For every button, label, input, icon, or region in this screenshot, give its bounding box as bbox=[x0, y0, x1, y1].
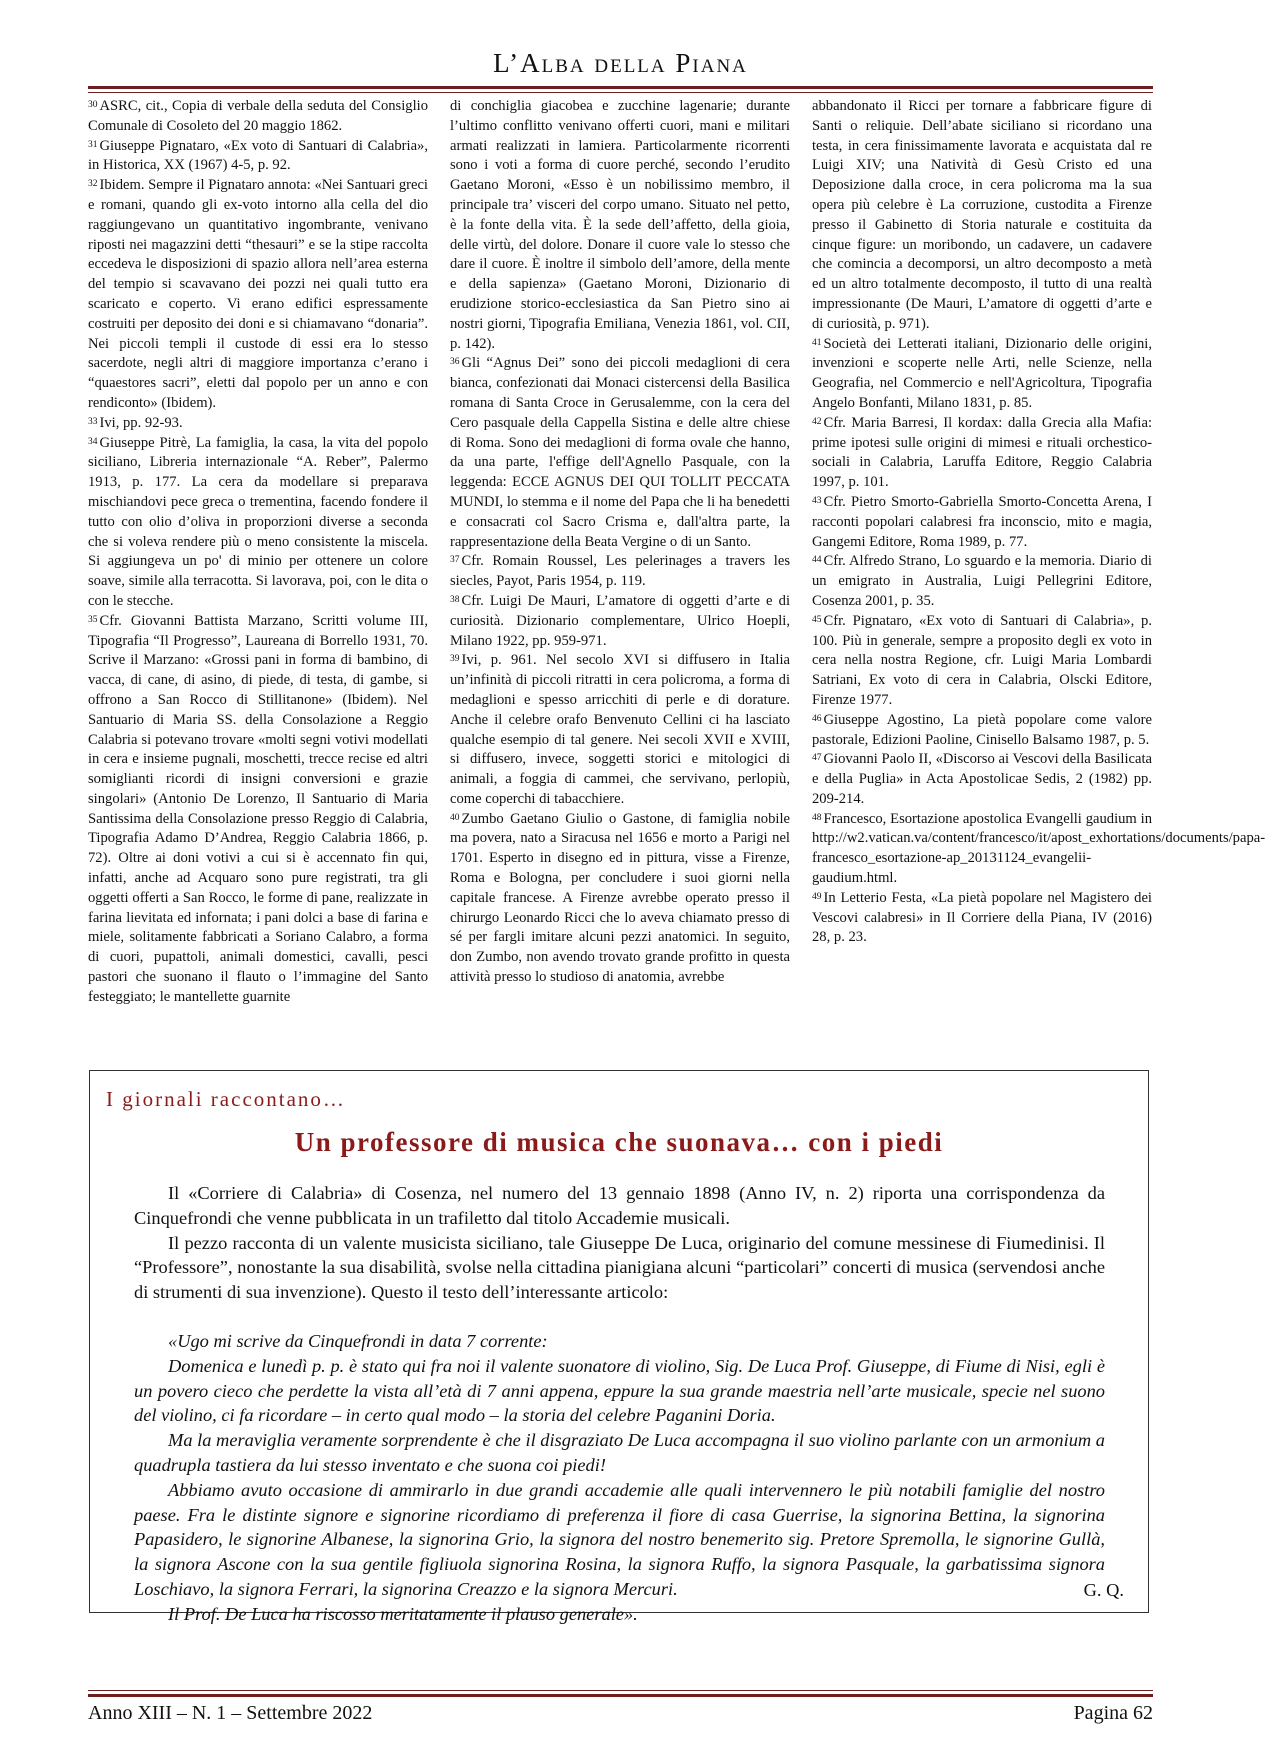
footnote-number: 35 bbox=[88, 614, 98, 625]
footnote bbox=[88, 414, 428, 434]
page-masthead: L’Alba della Piana bbox=[493, 48, 748, 78]
footnote-number: 45 bbox=[812, 614, 822, 625]
footnote-text: In Letterio Festa, «La pietà popolare nel Magistero dei Vescovi calabresi» in Il Corriere della Piana, IV (2016) 28, p. 23. bbox=[812, 889, 1152, 946]
footnote bbox=[450, 354, 790, 552]
footnote-number: 39 bbox=[450, 654, 460, 665]
footnote-text: Giuseppe Pignataro, «Ex voto di Santuari di Calabria», in Historica, XX (1967) 4-5, p. 92. bbox=[88, 137, 428, 174]
footnote-text: Giuseppe Pitrè, La famiglia, la casa, la vita del popolo siciliano, Libreria internazionale “A. Reber”, Palermo 1913, p. 177. La cera da modellare si preparava mischiandovi pece greca o trementina, facendo fondere il tutto con olio d’oliva in proporzioni diverse a seconda che si voleva rendere più o meno consistente la miscela. Si aggiungeva un po' di minio per ottenere un colore soave, simile alla terracotta. Si lavorava, poi, con le dita o con le stecche. bbox=[88, 434, 428, 609]
footnote bbox=[812, 612, 1152, 711]
header-rule-thick bbox=[88, 86, 1153, 89]
box-kicker: I giornali raccontano… bbox=[106, 1087, 346, 1111]
footnote bbox=[812, 335, 1152, 414]
footnote bbox=[450, 651, 790, 809]
footer-rule-thick bbox=[88, 1694, 1153, 1697]
news-box bbox=[89, 1070, 1149, 1624]
footnote-columns bbox=[88, 97, 1265, 1059]
footnote-number: 48 bbox=[812, 812, 822, 823]
footnote bbox=[450, 810, 790, 988]
footnote bbox=[450, 97, 790, 354]
footnote-number: 49 bbox=[812, 891, 822, 902]
footnote-text: Ivi, pp. 92-93. bbox=[99, 414, 183, 431]
footnote bbox=[812, 493, 1152, 552]
footnote bbox=[812, 810, 1265, 889]
footnote-text: Francesco, Esortazione apostolica Evangelli gaudium in http://w2.vatican.va/content/francesco/it/apost_exhortations/documents/papa-francesco_esortazione-ap_20131124_evangelii-gaudium.html. bbox=[812, 810, 1265, 887]
footnote bbox=[88, 612, 428, 1008]
footnote-number: 38 bbox=[450, 594, 460, 605]
footnote-text: Società dei Letterati italiani, Dizionario delle origini, invenzioni e scoperte nelle Arti, nelle Scienze, nella Geografia, nel Commercio e nell'Agricoltura, Tipografia Angelo Bonfanti, Milano 1831, p. 85. bbox=[812, 335, 1152, 411]
footnote-text: ASRC, cit., Copia di verbale della seduta del Consiglio Comunale di Cosoleto del 20 maggio 1862. bbox=[88, 98, 428, 134]
quote-paragraph: Domenica e lunedì p. p. è stato qui fra noi il valente suonatore di violino, Sig. De Luca Prof. Giuseppe, di Fiume di Nisi, egli è un povero cieco che perdette la vista all’età di 7 anni appena, eppure la sua grande maestria nell’arte musicale, specie nel suono del violino, ci fa ricordare – in certo qual modo – la storia del celebre Paganini Doria. bbox=[134, 1355, 1105, 1426]
footnote-number: 32 bbox=[88, 179, 98, 190]
footnote bbox=[450, 552, 790, 592]
footnote-text: Cfr. Giovanni Battista Marzano, Scritti volume III, Tipografia “Il Progresso”, Laureana di Borrello 1931, 70. Scrive il Marzano: «Grossi pani in forma di bambino, di vacca, di cane, di asino, di piede, di testa, di gambe, si offrono a San Rocco di Stillitanone» (Ibidem). Nel Santuario di Maria SS. della Consolazione a Reggio Calabria si potevano trovare «molti segni votivi modellati in cera e insieme pugnali, moschetti, trecce recise ed altri somiglianti ricordi di insigni conversioni e grazie singolari» (Antonio De Lorenzo, Il Santuario di Maria Santissima della Consolazione presso Reggio di Calabria, Tipografia Adamo D’Andrea, Reggio Calabria 1866, p. 72). Oltre ai doni votivi a cui si è accennato fin qui, infatti, anche ad Acquaro sono pure registrati, tra gli oggetti offerti a San Rocco, le forme di pane, realizzate in farina lievitata ed infornata; i pani dolci a base di farina e miele, solitamente fabbricati a Soriano Calabro, a forma di cuori, pupattoli, animali domestici, cavalli, pesci pastori che suonano il flauto o l’immagine del Santo festeggiato; le mantellette guarnite bbox=[88, 612, 428, 1005]
header-rule-thin bbox=[88, 92, 1153, 93]
footnote-number: 40 bbox=[450, 812, 460, 823]
footnote-text: Ibidem. Sempre il Pignataro annota: «Nei Santuari greci e romani, quando gli ex-voto intorno alla cella del dio raggiungevano un quantitativo ingombrante, venivano riposti nei magazzini detti “thesauri” e se la stipe raccolta eccedeva le disposizioni di spazio allora nell’area esterna del tempio si scavavano dei pozzi nei quali tutto era scaricato e coperto. Vi erano edifici espressamente costruiti per deposito dei doni e si chiamavano “donaria”. Nei piccoli templi il custode di essi era lo stesso sacerdote, negli altri di maggiore importanza c’erano i “quaestores sacri”, eletti dal popolo per un anno e con rendiconto» (Ibidem). bbox=[88, 177, 428, 411]
footnote bbox=[88, 434, 428, 612]
footnote-text: Cfr. Maria Barresi, Il kordax: dalla Grecia alla Mafia: prime ipotesi sulle origini di mimesi e rituali orchestico-sociali in Calabria, Laruffa Editore, Reggio Calabria 1997, p. 101. bbox=[812, 414, 1152, 491]
quote-paragraph: Abbiamo avuto occasione di ammirarlo in due grandi accademie alle quali intervennero le più notabili famiglie del nostro paese. Fra le distinte signore e signorine ricordiamo di preferenza il fiore di casa Guerrise, la signorina Bettina, la signorina Papasidero, le signorine Albanese, la signorina Grio, la signora del nostro benemerito sig. Pretore Spremolla, le signorine Gullà, la signora Ascone con la sua gentile figliuola signorina Rosina, la signora Ruffo, la signora Pasquale, la garbatissima signora Loschiavo, la signora Ferrari, la signorina Creazzo e la signora Mercuri. bbox=[134, 1479, 1105, 1599]
footnote bbox=[812, 750, 1152, 809]
footnote-number: 34 bbox=[88, 436, 98, 447]
footnote bbox=[450, 592, 790, 651]
footnote-number: 31 bbox=[88, 139, 98, 150]
footnote-number: 44 bbox=[812, 555, 822, 566]
footnote-text: Cfr. Romain Roussel, Les pelerinages a travers les siecles, Payot, Paris 1954, p. 119. bbox=[450, 553, 790, 590]
footnote-number: 43 bbox=[812, 495, 822, 506]
box-headline: Un professore di musica che suonava… con i piedi bbox=[294, 1127, 944, 1157]
intro-paragraph: Il pezzo racconta di un valente musicista siciliano, tale Giuseppe De Luca, originario del comune messinese di Fiumedinisi. Il “Professore”, nonostante la sua disabilità, svolse nella cittadina pianigiana alcuni “particolari” concerti di musica (servendosi anche di strumenti di sua invenzione). Questo il testo dell’interessante articolo: bbox=[134, 1232, 1105, 1303]
footnote-text: Cfr. Alfredo Strano, Lo sguardo e la memoria. Diario di un emigrato in Australia, Luigi Pellegrini Editore, Cosenza 2001, p. 35. bbox=[812, 553, 1152, 609]
quote-paragraph: Il Prof. De Luca ha riscosso meritatamente il plauso generale». bbox=[168, 1603, 638, 1624]
box-story bbox=[134, 1181, 1105, 1627]
footnote-text: Zumbo Gaetano Giulio o Gastone, di famiglia nobile ma povera, nato a Siracusa nel 1656 e morto a Parigi nel 1701. Esperto in disegno ed in pittura, visse a Firenze, Roma e Bologna, per concludere i suoi giorni nella capitale francese. A Firenze avrebbe operato presso il chirurgo Leonardo Ricci che lo aveva chiamato presso di sé per fargli imitare alcuni pezzi anatomici. In seguito, don Zumbo, non avendo trovato grande profitto in questa attività presso lo studioso di anatomia, avrebbe bbox=[450, 810, 790, 986]
quote-paragraph: «Ugo mi scrive da Cinquefrondi in data 7 corrente: bbox=[168, 1330, 548, 1351]
footnote-column-2 bbox=[450, 97, 790, 1059]
issue-info: Anno XIII – N. 1 – Settembre 2022 bbox=[88, 1702, 373, 1724]
footnote-column-1 bbox=[88, 97, 428, 1059]
footnote-number: 46 bbox=[812, 713, 822, 724]
footnote bbox=[812, 97, 1152, 335]
footnote-number: 41 bbox=[812, 337, 822, 348]
footnote-text: Ivi, p. 961. Nel secolo XVI si diffusero in Italia un’infinità di piccoli ritratti in cera policroma, a forma di medaglioni e spesso arricchiti di perle e di dorature. Anche il celebre orafo Benvenuto Cellini ci ha lasciato qualche esempio di tal genere. Nei secoli XVII e XVIII, si diffusero, invece, soggetti storici e mitologici di animali, a foggia di cammei, che servivano, perlopiù, come coperchi di tabacchiere. bbox=[450, 652, 790, 807]
footnote-text: Cfr. Pignataro, «Ex voto di Santuari di Calabria», p. 100. Più in generale, sempre a proposito degli ex voto in cera nella nostra Regione, cfr. Luigi Maria Lombardi Satriani, Ex voto di cera in Calabria, Olscki Editore, Firenze 1977. bbox=[812, 612, 1152, 708]
footnote-text: abbandonato il Ricci per tornare a fabbricare figure di Santi o reliquie. Dell’abate siciliano si ricordano una testa, in cera finissimamente lavorata e acquistata dal re Luigi XIV; una Natività di Gesù Cristo ed una Deposizione dalla croce, in cera policroma ma la sua opera più celebre è La corruzione, custodita a Firenze presso il Gabinetto di Storia naturale e costituita da cinque figure: un moribondo, un cadavere, un cadavere che comincia a decomporsi, un altro decomposto a metà ed un altro totalmente decomposto, il tutto di una realtà impressionante (De Mauri, L’amatore di oggetti d’arte e di curiosità, p. 971). bbox=[812, 98, 1152, 332]
quote-paragraph: Ma la meraviglia veramente sorprendente è che il disgraziato De Luca accompagna il suo violino parlante con un armonium a quadrupla tastiera da lui stesso inventato e che suona coi piedi! bbox=[134, 1430, 1105, 1475]
footnote-text: Giovanni Paolo II, «Discorso ai Vescovi della Basilicata e della Puglia» in Acta Apostolicae Sedis, 2 (1982) pp. 209-214. bbox=[812, 751, 1152, 807]
box-signature: G. Q. bbox=[1083, 1580, 1124, 1600]
footnote bbox=[88, 137, 428, 177]
footnote bbox=[812, 889, 1152, 948]
footnote-text: Gli “Agnus Dei” sono dei piccoli medaglioni di cera bianca, confezionati dai Monaci cistercensi della Basilica romana di Santa Croce in Gerusalemme, con la cera del Cero pasquale della Cappella Sistina e delle altre chiese di Roma. Sono dei medaglioni di forma ovale che hanno, da una parte, l'effige dell'Agnello Pasquale, con la leggenda: ECCE AGNUS DEI QUI TOLLIT PECCATA MUNDI, lo stemma e il nome del Papa che li ha benedetti e consacrati col Sacro Crisma e, dall'altra parte, la rappresentazione della Beata Vergine o di un Santo. bbox=[450, 355, 790, 550]
footnote bbox=[88, 97, 428, 137]
footnote-text: di conchiglia giacobea e zucchine lagenarie; durante l’ultimo conflitto venivano offerti cuori, mani e militari armati realizzati in lamiera. Particolarmente ricorrenti sono i voti a forma di cuore perché, secondo l’erudito Gaetano Moroni, «Esso è un nobilissimo membro, il principale tra’ visceri del corpo umano. Situato nel petto, è la fonte della vita. È la sede dell’affetto, della gioia, delle virtù, del dolore. Donare il cuore vale lo stesso che dare il cuore. È inoltre il simbolo dell’amore, della mente e della sapienza» (Gaetano Moroni, Dizionario di erudizione storico-ecclesiastica da San Pietro sino ai nostri giorni, Tipografia Emiliana, Venezia 1861, vol. CII, p. 142). bbox=[450, 98, 790, 352]
footer-rule-thin bbox=[88, 1690, 1153, 1691]
footnote-number: 33 bbox=[88, 416, 98, 427]
intro-paragraph: Il «Corriere di Calabria» di Cosenza, nel numero del 13 gennaio 1898 (Anno IV, n. 2) riporta una corrispondenza da Cinquefrondi che venne pubblicata in un trafiletto dal titolo Accademie musicali. bbox=[134, 1183, 1105, 1228]
footnote-column-3 bbox=[812, 97, 1265, 1059]
footnote bbox=[812, 552, 1152, 611]
footnote bbox=[812, 711, 1152, 751]
footnote bbox=[812, 414, 1152, 493]
footnote-text: Cfr. Luigi De Mauri, L’amatore di oggetti d’arte e di curiosità. Dizionario complementare, Ulrico Hoepli, Milano 1922, pp. 959-971. bbox=[450, 592, 790, 649]
footnote-number: 37 bbox=[450, 555, 460, 566]
page-number: Pagina 62 bbox=[1073, 1702, 1153, 1724]
footnote-number: 42 bbox=[812, 416, 822, 427]
footnote-number: 30 bbox=[88, 100, 98, 110]
footnote-text: Cfr. Pietro Smorto-Gabriella Smorto-Concetta Arena, I racconti popolari calabresi fra inconscio, mito e magia, Gangemi Editore, Roma 1989, p. 77. bbox=[812, 493, 1152, 550]
footnote-text: Giuseppe Agostino, La pietà popolare come valore pastorale, Edizioni Paoline, Cinisello Balsamo 1987, p. 5. bbox=[812, 711, 1152, 748]
footnote bbox=[88, 176, 428, 414]
footnote-number: 47 bbox=[812, 753, 822, 764]
footnote-number: 36 bbox=[450, 357, 460, 368]
